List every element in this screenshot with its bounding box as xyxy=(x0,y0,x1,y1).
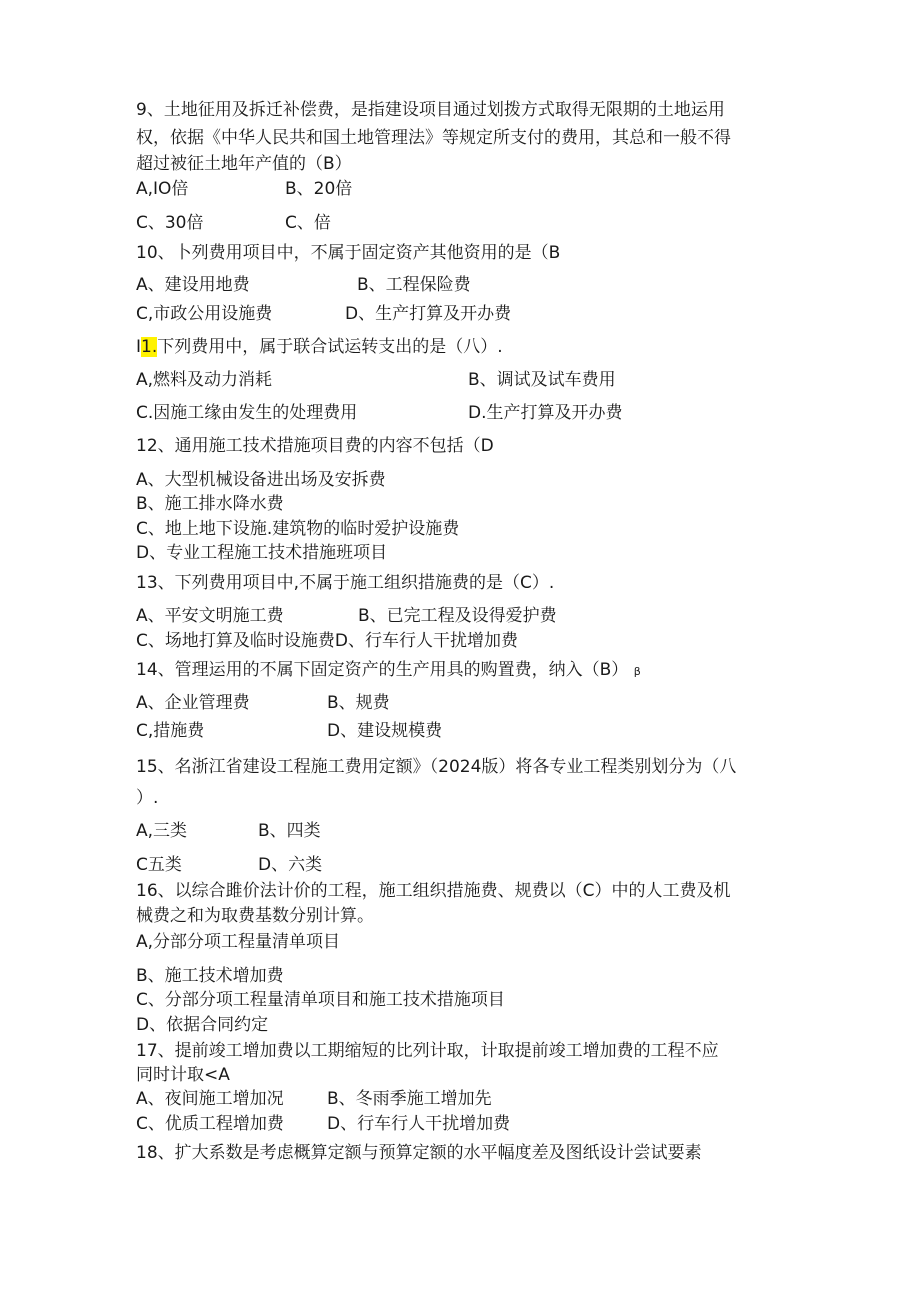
option-c: C、分部分项工程量清单项目和施工技术措施项目 xyxy=(136,990,505,1010)
option-c: C,措施费 xyxy=(136,721,205,741)
question-12-line-1: 12、通用施工技术措施项目费的内容不包括（D xyxy=(136,436,494,456)
question-11-line-1 xyxy=(136,335,503,359)
question-15-line-2: ）. xyxy=(136,788,159,808)
highlighted-number: 1. xyxy=(141,337,158,357)
option-c: C,市政公用设施费 xyxy=(136,304,273,324)
question-14-line-1 xyxy=(136,658,641,684)
option-d: D、生产打算及开办费 xyxy=(345,304,512,324)
option-a: A,三类 xyxy=(136,821,188,841)
option-a: A、大型机械设备进出场及安拆费 xyxy=(136,470,386,490)
option-b: B、已完工程及设得爱护费 xyxy=(358,606,557,626)
option-a: A,分部分项工程量清单项目 xyxy=(136,932,341,952)
question-16-line-2: 械费之和为取费基数分别计算。 xyxy=(136,906,374,926)
question-9-line-1: 9、土地征用及拆迁补偿费，是指建设项目通过划拨方式取得无限期的土地运用 xyxy=(136,100,725,120)
question-9-line-3: 超过被征土地年产值的（B） xyxy=(136,154,352,174)
option-c: C、地上地下设施.建筑物的临时爱护设施费 xyxy=(136,519,460,539)
question-text: 下列费用中，属于联合试运转支出的是（八）. xyxy=(157,337,503,357)
option-c: C、优质工程增加费 xyxy=(136,1114,284,1134)
option-d: D.生产打算及开办费 xyxy=(468,403,623,423)
option-d: D、依据合同约定 xyxy=(136,1015,269,1035)
option-c: C五类 xyxy=(136,855,182,875)
option-b: B、施工技术增加费 xyxy=(136,966,284,986)
option-c-duplicate: C、倍 xyxy=(285,213,331,233)
option-b: B、四类 xyxy=(258,821,321,841)
option-b: B、施工排水降水费 xyxy=(136,494,284,514)
question-10-line-1: 10、卜列费用项目中，不属于固定资产其他资用的是（B xyxy=(136,243,561,263)
stray-mark: β xyxy=(633,665,641,678)
option-b: B、调试及试车费用 xyxy=(468,370,616,390)
question-text: 14、管理运用的不属下固定资产的生产用具的购置费，纳入（B） xyxy=(136,660,629,680)
option-a: A、平安文明施工费 xyxy=(136,606,284,626)
option-d: D、六类 xyxy=(258,855,323,875)
option-a: A,燃料及动力消耗 xyxy=(136,370,273,390)
question-15-line-1: 15、名浙江省建设工程施工费用定额》（2024版）将各专业工程类别划分为（八 xyxy=(136,757,737,777)
question-16-line-1: 16、以综合雎价法计价的工程，施工组织措施费、规费以（C）中的人工费及机 xyxy=(136,881,731,901)
option-c: C.因施工缘由发生的处理费用 xyxy=(136,403,358,423)
option-b: B、工程保险费 xyxy=(357,275,471,295)
question-13-line-1: 13、下列费用项目中,不属于施工组织措施费的是（C）. xyxy=(136,573,555,593)
option-b: B、20倍 xyxy=(285,179,353,199)
option-d: D、建设规模费 xyxy=(327,721,443,741)
question-18-line-1: 18、扩大系数是考虑概算定额与预算定额的水平幅度差及图纸设计尝试要素 xyxy=(136,1143,702,1163)
option-a: A,IO倍 xyxy=(136,179,189,199)
option-d: D、行车行人干扰增加费 xyxy=(327,1114,511,1134)
option-d: D、专业工程施工技术措施班项目 xyxy=(136,543,388,563)
option-a: A、企业管理费 xyxy=(136,693,250,713)
option-b: B、冬雨季施工增加先 xyxy=(327,1089,492,1109)
option-b: B、规费 xyxy=(327,693,390,713)
question-number-prefix: I xyxy=(136,337,142,357)
question-17-line-2: 同时计取<A xyxy=(136,1065,230,1085)
question-17-line-1: 17、提前竣工增加费以工期缩短的比列计取，计取提前竣工增加费的工程不应 xyxy=(136,1041,719,1061)
option-a: A、建设用地费 xyxy=(136,275,250,295)
question-9-line-2: 权，依据《中华人民共和国土地管理法》等规定所支付的费用，其总和一般不得 xyxy=(136,128,731,148)
option-c-d: C、场地打算及临时设施费D、行车行人干扰增加费 xyxy=(136,631,518,651)
option-a: A、夜间施工增加况 xyxy=(136,1089,284,1109)
option-c: C、30倍 xyxy=(136,213,204,233)
